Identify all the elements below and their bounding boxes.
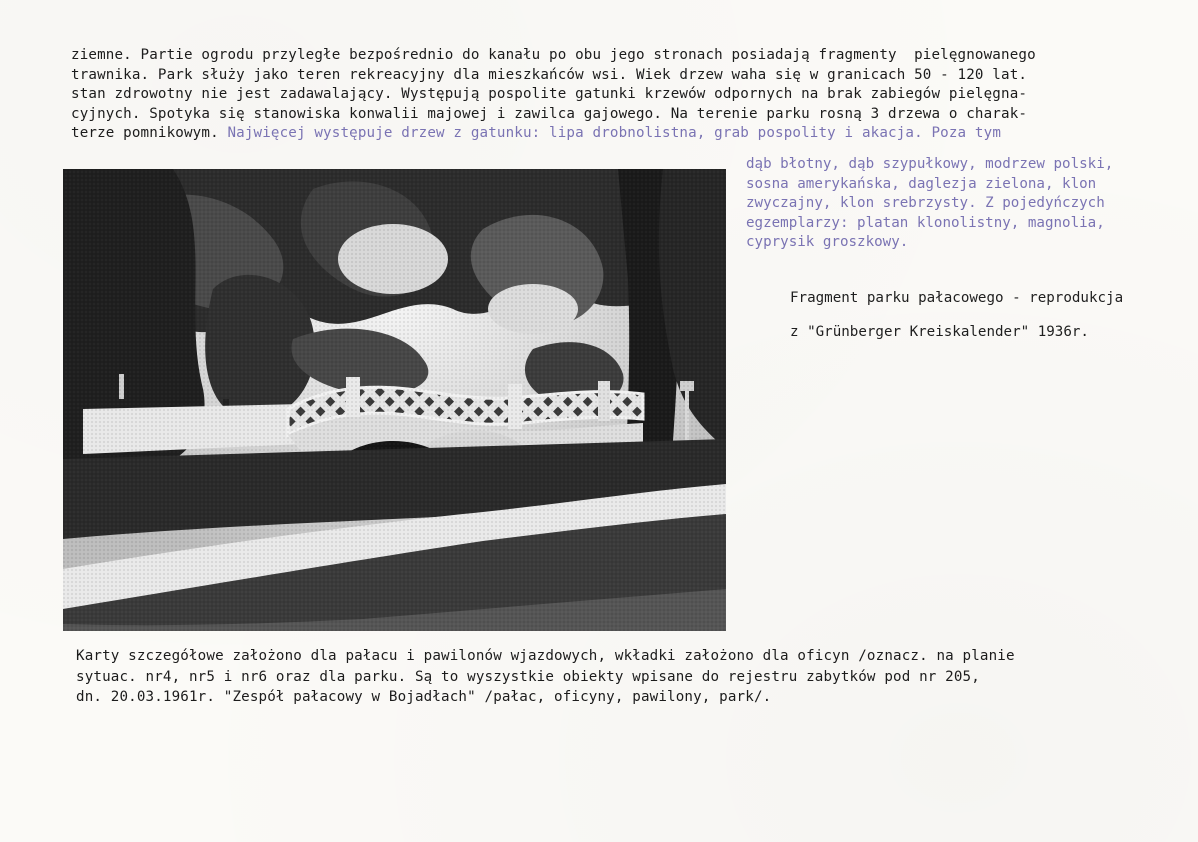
text-line: dąb błotny, dąb szypułkowy, modrzew polski, (746, 156, 1114, 172)
photo-illustration (63, 169, 726, 631)
text-segment-black: terze pomnikowym. (71, 125, 228, 142)
park-bridge-photograph (63, 169, 726, 631)
text-line: sosna amerykańska, daglezja zielona, klon (746, 175, 1097, 192)
faint-header-bleed (70, 18, 770, 26)
text-line (71, 124, 1181, 144)
species-list-column (746, 155, 1186, 253)
text-line: sytuac. nr4, nr5 i nr6 oraz dla parku. Są to wyszystkie obiekty wpisane do rejestru zabytków pod nr 205, (76, 668, 980, 685)
text-line: dn. 20.03.1961r. "Zespół pałacowy w Bojadłach" /pałac, oficyny, pawilony, park/. (76, 689, 772, 705)
text-line: cyjnych. Spotyka się stanowiska konwalii majowej i zawilca gajowego. Na terenie parku rosną 3 drzewa o charak- (71, 105, 1028, 122)
photo-caption-line-1: Fragment parku pałacowego - reprodukcja (790, 290, 1124, 306)
text-line: trawnika. Park służy jako teren rekreacyjny dla mieszkańców wsi. Wiek drzew waha się w granicach 50 - 120 lat. (71, 66, 1028, 83)
bottom-paragraph (76, 646, 1186, 708)
text-line: zwyczajny, klon srebrzysty. Z pojedyńczych (746, 195, 1105, 212)
text-segment-violet: Najwięcej występuje drzew z gatunku: lipa drobnolistna, grab pospolity i akacja. Poza tym (227, 125, 1002, 142)
top-paragraph (71, 46, 1181, 144)
text-line: Karty szczegółowe założono dla pałacu i pawilonów wjazdowych, wkładki założono dla oficyn /oznacz. na planie (76, 648, 1015, 664)
text-line: egzemplarzy: platan klonolistny, magnolia, (746, 214, 1105, 231)
text-line: ziemne. Partie ogrodu przyległe bezpośrednio do kanału po obu jego stronach posiadają fragmenty pielęgnowanego (71, 47, 1036, 63)
text-line: stan zdrowotny nie jest zadawalający. Występują pospolite gatunki krzewów odpornych na brak zabiegów pielęgna- (71, 86, 1028, 103)
photo-caption-line-2: z "Grünberger Kreiskalender" 1936r. (790, 324, 1089, 340)
text-line: cyprysik groszkowy. (746, 234, 909, 251)
